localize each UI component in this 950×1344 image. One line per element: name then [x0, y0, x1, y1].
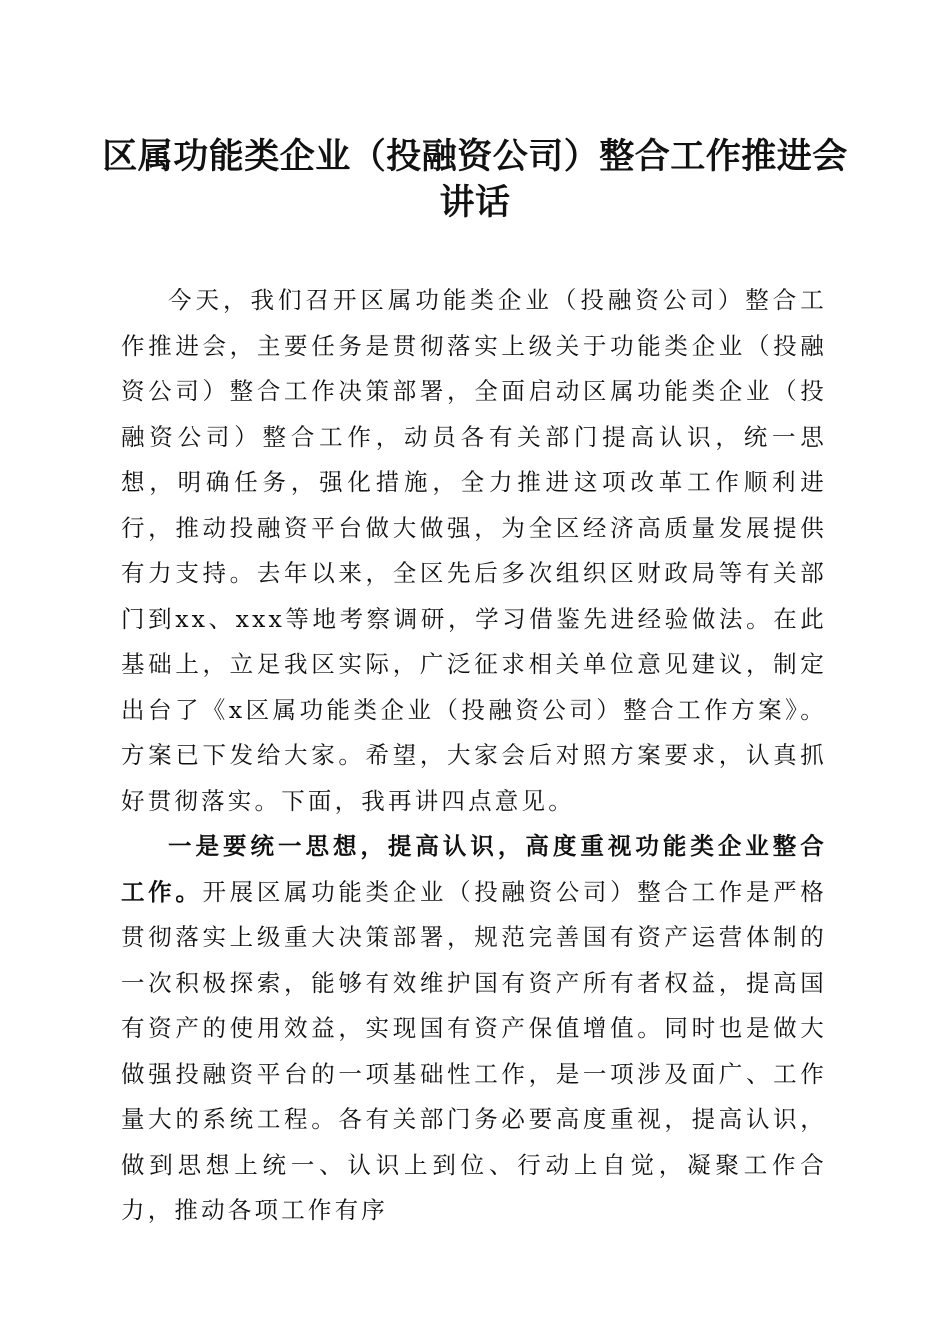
paragraph-point-one — [121, 824, 827, 1234]
document-body — [121, 278, 827, 1234]
paragraph-text: 开展区属功能类企业（投融资公司）整合工作是严格贯彻落实上级重大决策部署，规范完善国有资产运营体制的一次积极探索，能够有效维护国有资产所有者权益，提高国有资产的使用效益，实现国有资产保值增值。同时也是做大做强投融资平台的一项基础性工作，是一项涉及面广、工作量大的系统工程。各有关部门务必要高度重视，提高认识，做到思想上统一、认识上到位、行动上自觉，凝聚工作合力，推动各项工作有序 — [121, 877, 827, 1224]
paragraph-text: 今天，我们召开区属功能类企业（投融资公司）整合工作推进会，主要任务是贯彻落实上级关于功能类企业（投融资公司）整合工作决策部署，全面启动区属功能类企业（投融资公司）整合工作，动员各有关部门提高认识，统一思想，明确任务，强化措施，全力推进这项改革工作顺利进行，推动投融资平台做大做强，为全区经济高质量发展提供有力支持。去年以来，全区先后多次组织区财政局等有关部门到xx、xxx等地考察调研，学习借鉴先进经验做法。在此基础上，立足我区实际，广泛征求相关单位意见建议，制定出台了《x区属功能类企业（投融资公司）整合工作方案》。方案已下发给大家。希望，大家会后对照方案要求，认真抓好贯彻落实。下面，我再讲四点意见。 — [121, 286, 827, 815]
document-title: 区属功能类企业（投融资公司）整合工作推进会讲话 — [102, 136, 848, 223]
paragraph-lead-heading: 一是要统一思想，提高认识，高度重视功能类企业整合工作。 — [121, 832, 827, 906]
paragraph-opening — [121, 278, 827, 824]
